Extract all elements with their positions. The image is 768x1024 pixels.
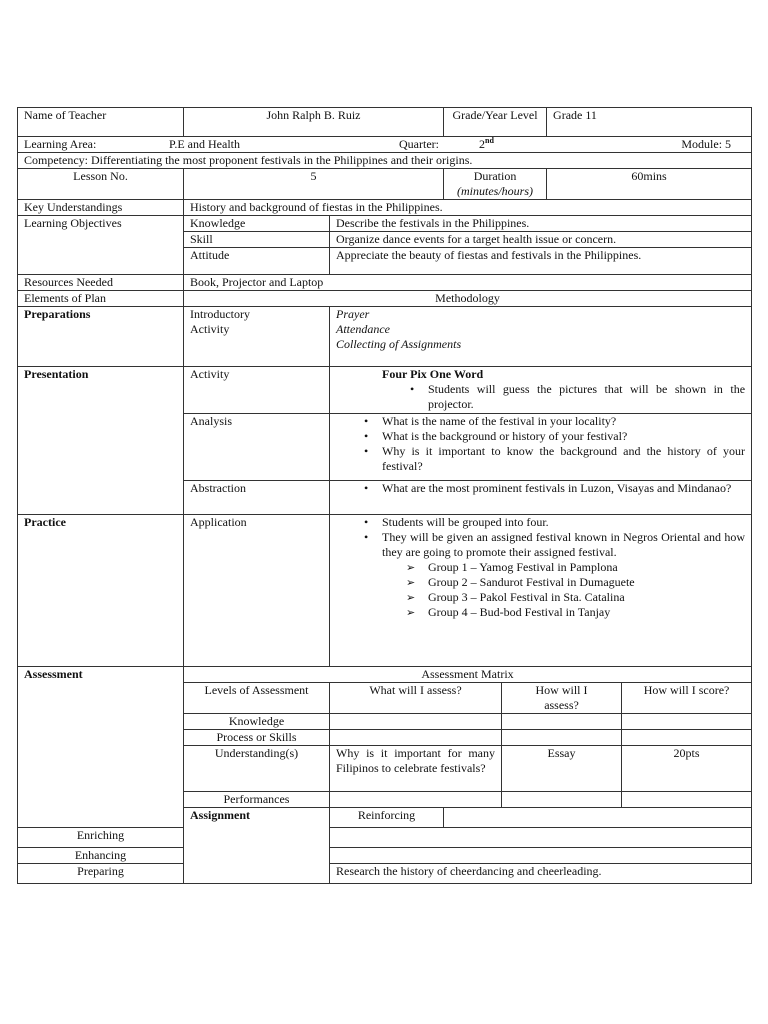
objective-type: Skill [184, 232, 330, 248]
quarter-suffix: nd [485, 136, 494, 145]
key-understandings-label: Key Understandings [18, 200, 184, 216]
assignment-text [330, 848, 752, 864]
col-what-header: What will I assess? [330, 683, 502, 714]
learning-area-label: Learning Area: [24, 137, 97, 151]
lesson-plan-table [17, 107, 752, 884]
learning-area-value: P.E and Health [169, 137, 240, 151]
group-list [336, 560, 745, 620]
list-item: • Students will guess the pictures that will be shown in the projector. [428, 382, 745, 412]
key-understandings-value: History and background of fiestas in the Philippines. [184, 200, 752, 216]
competency-text: Competency: Differentiating the most proponent festivals in the Philippines and their origins. [18, 153, 752, 169]
introductory-activity-label [184, 307, 330, 367]
preparations-label: Preparations [18, 307, 184, 367]
list-item: • What are the most prominent festivals in Luzon, Visayas and Mindanao? [382, 481, 745, 496]
methodology-header: Methodology [184, 291, 752, 307]
lesson-value: 5 [184, 169, 444, 200]
group-item: ➢ Group 2 – Sandurot Festival in Dumaguete [428, 575, 745, 590]
teacher-name: John Ralph B. Ruiz [184, 108, 444, 137]
assignment-type: Reinforcing [330, 808, 444, 828]
duration-cell [444, 169, 547, 200]
level-cell: Process or Skills [184, 730, 330, 746]
analysis-label: Analysis [184, 414, 330, 481]
learning-objectives-label: Learning Objectives [18, 216, 184, 275]
module-label: Module: 5 [681, 137, 732, 151]
score-cell: 20pts [622, 746, 752, 792]
duration-value: 60mins [547, 169, 752, 200]
col-score-header: How will I score? [622, 683, 752, 714]
quarter-label: Quarter: [399, 137, 439, 151]
col-how-line1: How will I [535, 683, 588, 697]
level-cell: Knowledge [184, 714, 330, 730]
objective-type: Knowledge [184, 216, 330, 232]
what-cell [330, 714, 502, 730]
grade-label: Grade/Year Level [444, 108, 547, 137]
how-cell [502, 792, 622, 808]
what-cell: Why is it important for many Filipinos to celebrate festivals? [330, 746, 502, 792]
list-item: • Students will be grouped into four. [382, 515, 745, 530]
practice-bullets [336, 515, 745, 560]
list-item: • They will be given an assigned festival known in Negros Oriental and how they are going to promote their assigned festival. [382, 530, 745, 560]
analysis-content [330, 414, 752, 481]
presentation-label: Presentation [18, 367, 184, 515]
assignment-text [330, 828, 752, 848]
group-item: ➢ Group 3 – Pakol Festival in Sta. Catalina [428, 590, 745, 605]
collecting-assignments-item: Collecting of Assignments [336, 337, 462, 351]
what-cell [330, 792, 502, 808]
how-cell [502, 730, 622, 746]
objective-text: Appreciate the beauty of fiestas and festivals in the Philippines. [330, 248, 752, 275]
teacher-label: Name of Teacher [18, 108, 184, 137]
list-item: • What is the background or history of your festival? [382, 429, 745, 444]
introductory-text: Introductory [190, 307, 250, 321]
what-cell [330, 730, 502, 746]
assessment-label: Assessment [18, 667, 184, 828]
assignment-text: Research the history of cheerdancing and cheerleading. [330, 864, 752, 884]
duration-unit: (minutes/hours) [457, 184, 534, 198]
resources-label: Resources Needed [18, 275, 184, 291]
abstraction-content [330, 481, 752, 515]
abstraction-bullets [336, 481, 745, 496]
lesson-plan-document [17, 107, 751, 884]
assessment-matrix-title: Assessment Matrix [184, 667, 752, 683]
activity-bullets [336, 382, 745, 412]
quarter-number: 2 [479, 137, 485, 151]
quarter-value [479, 137, 681, 152]
application-label: Application [184, 515, 330, 667]
analysis-bullets [336, 414, 745, 474]
score-cell [622, 792, 752, 808]
col-how-header [502, 683, 622, 714]
activity-content [330, 367, 752, 414]
lesson-label: Lesson No. [18, 169, 184, 200]
objective-text: Describe the festivals in the Philippines. [330, 216, 752, 232]
grade-value: Grade 11 [547, 108, 752, 137]
application-content [330, 515, 752, 667]
resources-value: Book, Projector and Laptop [184, 275, 752, 291]
preparations-items [330, 307, 752, 367]
prayer-item: Prayer [336, 307, 370, 321]
activity-title: Four Pix One Word [382, 367, 484, 381]
group-item: ➢ Group 4 – Bud-bod Festival in Tanjay [428, 605, 745, 620]
learning-area-row [18, 137, 752, 153]
assignment-type: Enhancing [18, 848, 184, 864]
activity-label: Activity [184, 367, 330, 414]
abstraction-label: Abstraction [184, 481, 330, 515]
assignment-type: Preparing [18, 864, 184, 884]
attendance-item: Attendance [336, 322, 390, 336]
how-cell [502, 714, 622, 730]
elements-of-plan-label: Elements of Plan [18, 291, 184, 307]
score-cell [622, 714, 752, 730]
list-item: • Why is it important to know the background and the history of your festival? [382, 444, 745, 474]
duration-label: Duration [473, 169, 517, 183]
practice-label: Practice [18, 515, 184, 667]
group-item: ➢ Group 1 – Yamog Festival in Pamplona [428, 560, 745, 575]
objective-type: Attitude [184, 248, 330, 275]
col-how-line2: assess? [544, 698, 579, 712]
assignment-type: Enriching [18, 828, 184, 848]
list-item: • What is the name of the festival in your locality? [382, 414, 745, 429]
score-cell [622, 730, 752, 746]
activity-text: Activity [190, 322, 230, 336]
how-cell: Essay [502, 746, 622, 792]
col-levels-header: Levels of Assessment [184, 683, 330, 714]
assignment-label: Assignment [184, 808, 330, 884]
level-cell: Performances [184, 792, 330, 808]
assignment-text [444, 808, 752, 828]
objective-text: Organize dance events for a target health issue or concern. [330, 232, 752, 248]
level-cell: Understanding(s) [184, 746, 330, 792]
